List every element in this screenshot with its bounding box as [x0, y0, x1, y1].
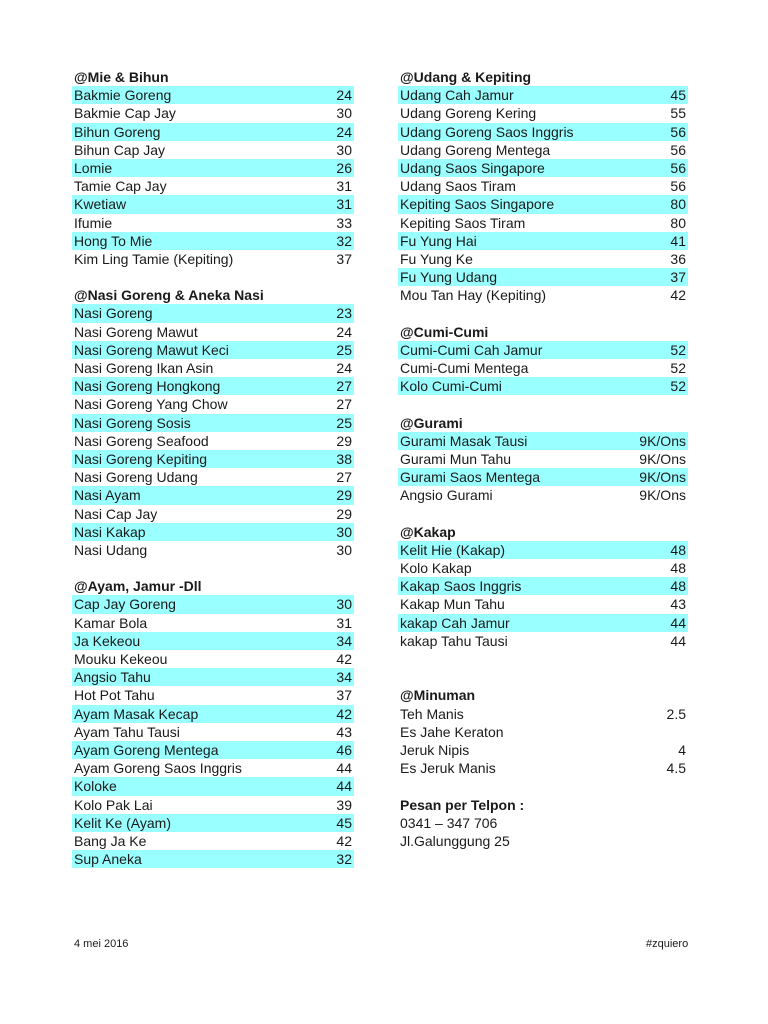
- menu-item-name: Kakap Saos Inggris: [400, 578, 522, 595]
- menu-item-name: Sup Aneka: [74, 851, 142, 868]
- menu-item-price: 38: [336, 450, 352, 467]
- menu-item-price: 36: [670, 250, 686, 267]
- menu-item-name: Udang Goreng Saos Inggris: [400, 123, 574, 140]
- menu-item-row: [398, 468, 688, 486]
- section-title-nasi-goreng-aneka-nasi: @Nasi Goreng & Aneka Nasi: [74, 287, 264, 304]
- section-title-cumi-cumi: @Cumi-Cumi: [400, 323, 489, 340]
- menu-item-price: 26: [336, 159, 352, 176]
- menu-item-row: [72, 541, 354, 559]
- menu-item-row: [72, 595, 354, 613]
- menu-item-row: [72, 705, 354, 723]
- menu-item-price: 56: [670, 178, 686, 195]
- menu-item-price: 42: [670, 287, 686, 304]
- menu-section: [398, 68, 688, 304]
- menu-item-name: Fu Yung Hai: [400, 232, 477, 249]
- menu-item-name: Nasi Udang: [74, 541, 148, 558]
- menu-item-row: [398, 632, 688, 650]
- menu-item-price: 42: [336, 705, 352, 722]
- menu-item-name: Kamar Bola: [74, 614, 148, 631]
- menu-item-price: 52: [670, 360, 686, 376]
- menu-item-row: [72, 104, 354, 122]
- menu-item-price: 44: [670, 614, 686, 631]
- menu-item-row: [398, 214, 688, 232]
- menu-item-name: Gurami Masak Tausi: [400, 432, 528, 449]
- menu-item-row: [398, 123, 688, 141]
- menu-item-row: [72, 432, 354, 450]
- menu-item-price: 9K/Ons: [639, 432, 686, 449]
- menu-item-price: 45: [670, 87, 686, 104]
- menu-item-name: Nasi Goreng Kepiting: [74, 450, 208, 467]
- menu-item-row: [72, 450, 354, 468]
- menu-item-price: 37: [336, 687, 352, 704]
- contact-phone: 0341 – 347 706: [400, 814, 498, 831]
- spacer: [72, 559, 354, 577]
- menu-section: [72, 68, 354, 268]
- menu-item-price: 29: [336, 432, 352, 449]
- menu-item-price: 4: [678, 741, 686, 758]
- menu-item-row: [72, 632, 354, 650]
- menu-item-row: [72, 123, 354, 141]
- menu-item-row: [72, 323, 354, 341]
- spacer: [398, 304, 688, 322]
- menu-item-name: Angsio Tahu: [74, 669, 151, 686]
- menu-item-price: 23: [336, 305, 352, 322]
- menu-item-row: [72, 668, 354, 686]
- menu-section: [72, 286, 354, 559]
- menu-item-price: 37: [336, 250, 352, 267]
- spacer: [398, 505, 688, 523]
- menu-item-row: [398, 232, 688, 250]
- menu-item-name: Nasi Goreng Udang: [74, 469, 198, 486]
- menu-item-price: 29: [336, 505, 352, 522]
- left-column: [72, 68, 354, 868]
- menu-item-price: 42: [336, 832, 352, 849]
- menu-item-row: [398, 595, 688, 613]
- menu-item-name: Koloke: [74, 778, 117, 795]
- menu-item-name: Udang Saos Singapore: [400, 159, 545, 176]
- menu-item-row: [72, 304, 354, 322]
- menu-item-row: [398, 141, 688, 159]
- menu-item-name: Es Jeruk Manis: [400, 760, 496, 777]
- menu-item-price: 24: [336, 123, 352, 140]
- menu-item-price: 4.5: [666, 760, 686, 777]
- menu-item-price: 25: [336, 341, 352, 358]
- drinks-list: [398, 705, 688, 778]
- menu-item-row: [398, 377, 688, 395]
- menu-item-name: Nasi Goreng Seafood: [74, 432, 209, 449]
- menu-item-name: Ayam Goreng Mentega: [74, 741, 219, 758]
- menu-item-name: Nasi Goreng Yang Chow: [74, 396, 228, 413]
- menu-item-row: [72, 141, 354, 159]
- menu-item-name: Kolo Pak Lai: [74, 796, 153, 813]
- menu-item-row: [72, 505, 354, 523]
- menu-item-name: Gurami Saos Mentega: [400, 469, 541, 486]
- menu-item-price: 9K/Ons: [639, 487, 686, 504]
- menu-item-row: [398, 159, 688, 177]
- menu-item-row: [398, 432, 688, 450]
- menu-item-price: 30: [336, 596, 352, 613]
- menu-item-name: Udang Goreng Mentega: [400, 141, 551, 158]
- menu-section: [398, 414, 688, 505]
- menu-item-name: Bihun Goreng: [74, 123, 161, 140]
- menu-item-price: 30: [336, 523, 352, 540]
- spacer: [398, 777, 688, 795]
- menu-item-row: [72, 686, 354, 704]
- menu-item-row: [398, 614, 688, 632]
- menu-item-name: Nasi Cap Jay: [74, 505, 158, 522]
- menu-item-row: [72, 341, 354, 359]
- menu-item-name: Kepiting Saos Singapore: [400, 196, 555, 213]
- menu-item-row: [72, 796, 354, 814]
- menu-item-name: Fu Yung Ke: [400, 250, 473, 267]
- menu-item-name: Kelit Hie (Kakap): [400, 541, 506, 558]
- section-title-minuman: @Minuman: [400, 687, 476, 704]
- menu-item-price: 24: [336, 323, 352, 340]
- spacer: [398, 668, 688, 686]
- menu-item-name: Bang Ja Ke: [74, 832, 147, 849]
- menu-item-row: [398, 86, 688, 104]
- menu-item-row: [72, 86, 354, 104]
- menu-item-name: Kelit Ke (Ayam): [74, 814, 171, 831]
- menu-item-name: Kepiting Saos Tiram: [400, 214, 526, 231]
- menu-item-name: Gurami Mun Tahu: [400, 450, 512, 467]
- menu-item-row: [72, 814, 354, 832]
- menu-item-price: 27: [336, 469, 352, 486]
- menu-item-name: Mouku Kekeou: [74, 651, 168, 667]
- menu-item-price: 29: [336, 487, 352, 504]
- menu-item-price: 32: [336, 232, 352, 249]
- menu-item-row: [398, 250, 688, 268]
- menu-item-name: Bakmie Goreng: [74, 87, 172, 104]
- menu-item-price: 48: [670, 578, 686, 595]
- menu-section: [398, 523, 688, 650]
- section-title-ayam-jamur-dll: @Ayam, Jamur -Dll: [74, 578, 202, 595]
- menu-item-row: [398, 541, 688, 559]
- menu-item-name: Angsio Gurami: [400, 487, 493, 504]
- menu-item-price: 44: [670, 632, 686, 649]
- menu-item-price: 44: [336, 778, 352, 795]
- menu-item-price: 24: [336, 87, 352, 104]
- contact-section: [398, 796, 688, 851]
- menu-item-name: Nasi Goreng Ikan Asin: [74, 360, 214, 376]
- menu-item-name: Teh Manis: [400, 705, 464, 722]
- menu-item-price: 32: [336, 851, 352, 868]
- menu-item-row: [398, 268, 688, 286]
- footer-date: 4 mei 2016: [74, 938, 129, 950]
- menu-item-name: Mou Tan Hay (Kepiting): [400, 287, 547, 304]
- right-column: [398, 68, 688, 850]
- menu-item-name: Lomie: [74, 159, 113, 176]
- menu-item-price: 33: [336, 214, 352, 231]
- menu-item-row: [72, 723, 354, 741]
- menu-item-name: Kwetiaw: [74, 196, 127, 213]
- menu-item-price: 37: [670, 269, 686, 286]
- menu-item-row: [72, 650, 354, 668]
- menu-item-price: 31: [336, 196, 352, 213]
- menu-item-row: [72, 250, 354, 268]
- menu-item-row: [398, 359, 688, 377]
- menu-section: [398, 323, 688, 396]
- menu-item-price: 52: [670, 341, 686, 358]
- menu-item-row: [398, 104, 688, 122]
- menu-item-name: Es Jahe Keraton: [400, 723, 504, 740]
- menu-item-price: 25: [336, 414, 352, 431]
- menu-item-row: [72, 195, 354, 213]
- menu-item-row: [398, 705, 688, 723]
- menu-item-price: 24: [336, 360, 352, 376]
- menu-item-price: 56: [670, 141, 686, 158]
- menu-item-name: kakap Tahu Tausi: [400, 632, 508, 649]
- menu-item-row: [72, 850, 354, 868]
- menu-item-name: Kakap Mun Tahu: [400, 596, 505, 613]
- menu-item-name: Fu Yung Udang: [400, 269, 498, 286]
- menu-item-row: [72, 177, 354, 195]
- menu-item-name: Ja Kekeou: [74, 632, 141, 649]
- menu-item-row: [398, 286, 688, 304]
- menu-item-name: Udang Cah Jamur: [400, 87, 514, 104]
- menu-item-row: [72, 741, 354, 759]
- menu-item-name: Jeruk Nipis: [400, 741, 470, 758]
- menu-item-name: Hot Pot Tahu: [74, 687, 155, 704]
- menu-item-row: [72, 377, 354, 395]
- menu-item-name: Nasi Kakap: [74, 523, 146, 540]
- menu-item-price: 31: [336, 614, 352, 631]
- section-title-kakap: @Kakap: [400, 523, 456, 540]
- menu-item-name: Udang Goreng Kering: [400, 105, 537, 122]
- menu-item-row: [398, 450, 688, 468]
- menu-item-name: Udang Saos Tiram: [400, 178, 516, 195]
- right-sections: [398, 68, 688, 650]
- menu-item-row: [398, 577, 688, 595]
- menu-item-name: Cumi-Cumi Cah Jamur: [400, 341, 543, 358]
- menu-item-price: 2.5: [666, 705, 686, 722]
- menu-item-row: [72, 468, 354, 486]
- menu-item-price: 43: [670, 596, 686, 613]
- menu-item-row: [398, 723, 688, 741]
- menu-item-name: Nasi Goreng Mawut: [74, 323, 198, 340]
- menu-item-name: Ayam Goreng Saos Inggris: [74, 760, 242, 777]
- menu-item-price: 34: [336, 669, 352, 686]
- menu-item-name: Nasi Goreng: [74, 305, 153, 322]
- section-title-gurami: @Gurami: [400, 414, 463, 431]
- menu-item-row: [72, 486, 354, 504]
- section-title-mie-bihun: @Mie & Bihun: [74, 69, 169, 85]
- menu-item-row: [398, 486, 688, 504]
- menu-item-row: [72, 214, 354, 232]
- menu-item-price: 9K/Ons: [639, 450, 686, 467]
- menu-item-price: 42: [336, 651, 352, 667]
- menu-item-price: 30: [336, 541, 352, 558]
- drinks-section: [398, 686, 688, 777]
- menu-item-name: Tamie Cap Jay: [74, 178, 167, 195]
- menu-item-row: [398, 195, 688, 213]
- menu-item-name: Bakmie Cap Jay: [74, 105, 176, 122]
- menu-item-price: 43: [336, 723, 352, 740]
- menu-item-price: 55: [670, 105, 686, 122]
- menu-item-row: [72, 159, 354, 177]
- menu-item-row: [72, 414, 354, 432]
- menu-item-price: 56: [670, 123, 686, 140]
- menu-item-price: 44: [336, 760, 352, 777]
- menu-item-price: 80: [670, 214, 686, 231]
- menu-item-row: [72, 232, 354, 250]
- menu-item-name: Hong To Mie: [74, 232, 153, 249]
- menu-item-name: kakap Cah Jamur: [400, 614, 510, 631]
- menu-item-name: Bihun Cap Jay: [74, 141, 166, 158]
- menu-item-row: [72, 832, 354, 850]
- menu-item-row: [398, 177, 688, 195]
- menu-item-name: Kim Ling Tamie (Kepiting): [74, 250, 234, 267]
- menu-item-price: 27: [336, 378, 352, 395]
- menu-item-price: 56: [670, 159, 686, 176]
- menu-item-name: Nasi Goreng Hongkong: [74, 378, 221, 395]
- menu-item-row: [72, 523, 354, 541]
- menu-item-row: [398, 741, 688, 759]
- menu-item-row: [72, 359, 354, 377]
- menu-item-price: 30: [336, 105, 352, 122]
- menu-item-name: Nasi Ayam: [74, 487, 141, 504]
- menu-item-price: 9K/Ons: [639, 469, 686, 486]
- menu-item-name: Nasi Goreng Sosis: [74, 414, 191, 431]
- menu-item-name: Kolo Cumi-Cumi: [400, 378, 502, 395]
- menu-item-price: 39: [336, 796, 352, 813]
- menu-item-price: 30: [336, 141, 352, 158]
- menu-item-price: 27: [336, 396, 352, 413]
- spacer: [72, 268, 354, 286]
- menu-item-price: 48: [670, 560, 686, 577]
- menu-item-name: Cumi-Cumi Mentega: [400, 360, 529, 376]
- menu-item-price: 31: [336, 178, 352, 195]
- menu-item-price: 46: [336, 741, 352, 758]
- footer-tag: #zquiero: [646, 938, 689, 950]
- menu-item-row: [398, 759, 688, 777]
- contact-address: Jl.Galunggung 25: [400, 832, 510, 849]
- menu-item-row: [72, 759, 354, 777]
- spacer: [398, 650, 688, 668]
- contact-title: Pesan per Telpon :: [400, 796, 525, 813]
- menu-item-price: 41: [670, 232, 686, 249]
- menu-item-row: [72, 614, 354, 632]
- spacer: [398, 395, 688, 413]
- menu-item-price: 52: [670, 378, 686, 395]
- menu-item-name: Ayam Masak Kecap: [74, 705, 199, 722]
- menu-item-price: 80: [670, 196, 686, 213]
- menu-item-name: Cap Jay Goreng: [74, 596, 176, 613]
- menu-item-row: [398, 559, 688, 577]
- menu-item-row: [72, 777, 354, 795]
- menu-item-price: 45: [336, 814, 352, 831]
- menu-item-name: Nasi Goreng Mawut Keci: [74, 341, 229, 358]
- menu-item-name: Ifumie: [74, 214, 113, 231]
- menu-item-row: [398, 341, 688, 359]
- menu-item-price: 48: [670, 541, 686, 558]
- menu-item-name: Kolo Kakap: [400, 560, 472, 577]
- menu-item-row: [72, 395, 354, 413]
- menu-section: [72, 577, 354, 868]
- section-title-udang-kepiting: @Udang & Kepiting: [400, 69, 532, 85]
- menu-item-name: Ayam Tahu Tausi: [74, 723, 180, 740]
- menu-item-price: 34: [336, 632, 352, 649]
